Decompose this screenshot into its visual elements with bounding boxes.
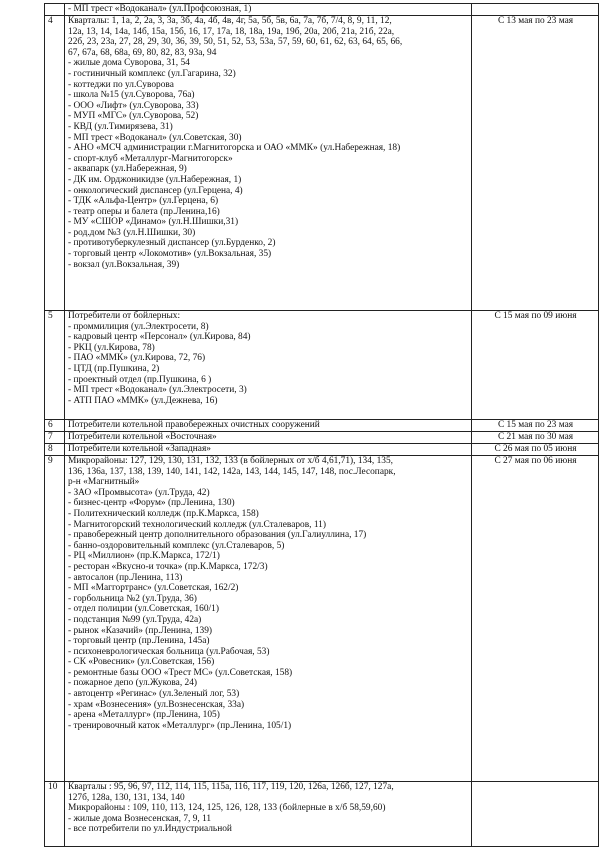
outage-period: С 15 мая по 23 мая: [472, 420, 599, 432]
row-number: 5: [45, 311, 65, 420]
consumer-line: Потребители котельной правобережных очистных сооружений: [68, 420, 320, 430]
consumer-line: - МП трест «Водоканал» (ул.Профсоюзная, 1): [68, 4, 252, 14]
consumer-line: р-н «Магнитный»: [68, 477, 140, 488]
consumer-line: 136, 136а, 137, 138, 139, 140, 141, 142, 142а, 143, 144, 145, 147, 148, пос.Лесопарк,: [68, 466, 396, 477]
consumer-line: - подстанция №99 (ул.Труда, 42а): [68, 614, 202, 625]
consumer-line: Потребители от бойлерных:: [68, 311, 181, 321]
consumer-line: - МП «Маггортранс» (ул.Советская, 162/2): [68, 583, 239, 594]
consumer-line: - бизнес-центр «Форум» (пр.Ленина, 130): [68, 498, 235, 509]
consumer-list-cell: [65, 444, 472, 456]
outage-period: [472, 782, 599, 847]
table-row: [45, 456, 599, 782]
consumer-line: - пожарное депо (ул.Жукова, 24): [68, 678, 198, 689]
consumer-list-cell: [65, 311, 472, 420]
consumer-line: - ПАО «ММК» (ул.Кирова, 72, 76): [68, 353, 206, 364]
consumer-list-cell: [65, 16, 472, 311]
consumer-line: - рынок «Казачий» (пр.Ленина, 139): [68, 625, 213, 636]
consumer-line: Микрорайоны: 127, 129, 130, 131, 132, 133 (в бойлерных от х/б 4,61,71), 134, 135,: [68, 456, 393, 466]
outage-period: С 27 мая по 06 июня: [472, 456, 599, 782]
consumer-line: - вокзал (ул.Вокзальная, 39): [68, 259, 180, 270]
consumer-line: - отдел полиции (ул.Советская, 160/1): [68, 604, 219, 615]
consumer-line: - Политехнический колледж (пр.К.Маркса, 158): [68, 508, 259, 519]
consumer-line: - арена «Металлург» (пр.Ленина, 105): [68, 710, 220, 721]
consumer-line: - МУП «МГС» (ул.Суворова, 52): [68, 111, 199, 122]
table-body: [45, 4, 599, 847]
consumer-line: - ремонтные базы ООО «Трест МС» (ул.Советская, 158): [68, 667, 293, 678]
consumer-line: - МУ «СШОР «Динамо» (ул.Н.Шишки,31): [68, 217, 239, 228]
consumer-line: 67, 67а, 68, 68а, 69, 80, 82, 83, 93а, 94: [68, 47, 217, 58]
consumer-line: - спорт-клуб «Металлург-Магнитогорск»: [68, 153, 233, 164]
outage-period: С 21 мая по 30 мая: [472, 432, 599, 444]
consumer-line: - кадровый центр «Персонал» (ул.Кирова, 84): [68, 332, 251, 343]
consumer-line: Кварталы: 1, 1а, 2, 2а, 3, 3а, 3б, 4а, 4б, 4в, 4г, 5а, 5б, 5в, 6а, 7а, 7б, 7/4, 8, 9, 11, 12,: [68, 16, 392, 26]
consumer-line: - МП трест «Водоканал» (ул.Электросети, 3): [68, 385, 247, 396]
consumer-line: - жилые дома Суворова, 31, 54: [68, 58, 190, 69]
consumer-line: - школа №15 (ул.Суворова, 76а): [68, 90, 195, 101]
consumer-line: - ресторан «Вкусно-и точка» (пр.К.Маркса, 172/3): [68, 561, 268, 572]
outage-period: С 13 мая по 23 мая: [472, 16, 599, 311]
consumer-line: - ТДК «Альфа-Центр» (ул.Герцена, 6): [68, 196, 219, 207]
table-row: [45, 432, 599, 444]
consumer-line: - торговый центр (пр.Ленина, 145а): [68, 636, 210, 647]
consumer-line: - РЦ «Миллион» (пр.К.Маркса, 172/1): [68, 551, 220, 562]
consumer-list-cell: [65, 432, 472, 444]
consumer-line: - СК «Ровесник» (ул.Советская, 156): [68, 657, 215, 668]
consumer-line: - тренировочный каток «Металлург» (пр.Ленина, 105/1): [68, 720, 292, 731]
consumer-line: Микрорайоны : 109, 110, 113, 124, 125, 126, 128, 133 (бойлерные в х/б 58,59,60): [68, 803, 386, 814]
consumer-line: - противотуберкулезный диспансер (ул.Бурденко, 2): [68, 238, 276, 249]
consumer-line: 22б, 23, 23а, 27, 28, 29, 30, 36, 39, 50, 51, 52, 53, 53а, 57, 59, 60, 61, 62, 63, 64, 65, 66,: [68, 37, 403, 48]
consumer-line: - торговый центр «Локомотив» (ул.Вокзальная, 35): [68, 249, 272, 260]
consumer-line: - род.дом №3 (ул.Н.Шишки, 30): [68, 227, 196, 238]
consumer-line: - ЦТД (пр.Пушкина, 2): [68, 363, 160, 374]
table-row: [45, 16, 599, 311]
row-number: 4: [45, 16, 65, 311]
consumer-list-cell: [65, 456, 472, 782]
consumer-line: - психоневрологическая больница (ул.Рабочая, 53): [68, 646, 270, 657]
consumer-line: 127б, 128а, 130, 131, 134, 140: [68, 792, 185, 803]
outage-period: [472, 4, 599, 16]
outage-period: С 15 мая по 09 июня: [472, 311, 599, 420]
row-number: 9: [45, 456, 65, 782]
consumer-line: - Магнитогорский технологический колледж (ул.Сталеваров, 11): [68, 519, 326, 530]
consumer-line: - ЗАО «Промвысота» (ул.Труда, 42): [68, 487, 210, 498]
outage-period: С 26 мая по 05 июня: [472, 444, 599, 456]
consumer-line: - ДК им. Орджоникидзе (ул.Набережная, 1): [68, 174, 242, 185]
consumer-line: - АТП ПАО «ММК» (ул.Дежнева, 16): [68, 395, 218, 406]
row-number: 6: [45, 420, 65, 432]
row-number: 7: [45, 432, 65, 444]
consumer-list-cell: [65, 782, 472, 847]
row-number: 10: [45, 782, 65, 847]
consumer-line: - проммилиция (ул.Электросети, 8): [68, 321, 209, 332]
consumer-line: - онкологический диспансер (ул.Герцена, 4): [68, 185, 243, 196]
consumer-line: 12а, 13, 14, 14а, 14б, 15а, 15б, 16, 17, 17а, 18, 18а, 19а, 19б, 20а, 20б, 21а, 21б, 22а,: [68, 26, 395, 37]
table-row: [45, 420, 599, 432]
consumer-line: - коттеджи по ул.Суворова: [68, 79, 174, 90]
table-row: [45, 311, 599, 420]
consumer-line: - жилые дома Вознесенская, 7, 9, 11: [68, 813, 212, 824]
table-row: [45, 782, 599, 847]
consumer-line: - все потребители по ул.Индустриальной: [68, 824, 232, 835]
outage-schedule-table: [44, 3, 599, 847]
row-number: 8: [45, 444, 65, 456]
row-number: [45, 4, 65, 16]
consumer-line: - аквапарк (ул.Набережная, 9): [68, 164, 187, 175]
consumer-line: Кварталы : 95, 96, 97, 112, 114, 115, 115а, 116, 117, 119, 120, 126а, 126б, 127, 127а,: [68, 782, 394, 792]
consumer-line: Потребители котельной «Восточная»: [68, 432, 217, 442]
consumer-line: - гостиничный комплекс (ул.Гагарина, 32): [68, 68, 236, 79]
consumer-list-cell: [65, 4, 472, 16]
consumer-line: - банно-оздоровительный комплекс (ул.Сталеваров, 5): [68, 540, 285, 551]
consumer-line: - АНО «МСЧ администрации г.Магнитогорска и ОАО «ММК» (ул.Набережная, 18): [68, 143, 401, 154]
consumer-line: - МП трест «Водоканал» (ул.Советская, 30): [68, 132, 242, 143]
consumer-line: Потребители котельной «Западная»: [68, 444, 211, 454]
consumer-line: - правобережный центр дополнительного образования (ул.Галиуллина, 17): [68, 530, 367, 541]
consumer-line: - ООО «Лифт» (ул.Суворова, 33): [68, 100, 199, 111]
consumer-line: - горбольница №2 (ул.Труда, 36): [68, 593, 197, 604]
consumer-line: - автоцентр «Регинас» (ул.Зеленый лог, 53): [68, 689, 240, 700]
consumer-line: - КВД (ул.Тимирязева, 31): [68, 121, 173, 132]
consumer-line: - театр оперы и балета (пр.Ленина,16): [68, 206, 220, 217]
consumer-line: - РКЦ (ул.Кирова, 78): [68, 342, 155, 353]
table-row: [45, 444, 599, 456]
consumer-line: - автосалон (пр.Ленина, 113): [68, 572, 183, 583]
consumer-line: - храм «Вознесения» (ул.Вознесенская, 33а): [68, 699, 245, 710]
table-row: [45, 4, 599, 16]
consumer-list-cell: [65, 420, 472, 432]
consumer-line: - проектный отдел (пр.Пушкина, 6 ): [68, 374, 212, 385]
